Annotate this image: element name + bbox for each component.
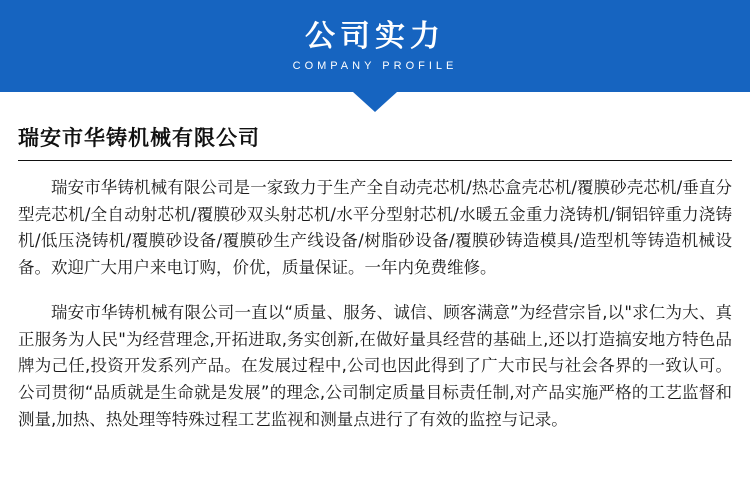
document-content [0, 92, 750, 433]
banner-subtitle: COMPANY PROFILE [292, 60, 458, 73]
title-divider [18, 160, 732, 161]
banner-text-block [0, 0, 750, 92]
header-banner [0, 0, 750, 92]
paragraph-1: 瑞安市华铸机械有限公司是一家致力于生产全自动壳芯机/热芯盒壳芯机/覆膜砂壳芯机/垂直分型壳芯机/全自动射芯机/覆膜砂双头射芯机/水平分型射芯机/水暖五金重力浇铸机/铜铝锌重力浇铸机/低压浇铸机/覆膜砂设备/覆膜砂生产线设备/树脂砂设备/覆膜砂铸造模具/造型机等铸造机械设备。欢迎广大用户来电订购，价优，质量保证。一年内免费维修。 [18, 178, 732, 278]
banner-title: 公司实力 [305, 18, 445, 54]
company-name: 瑞安市华铸机械有限公司 [18, 126, 260, 150]
paragraph-2: 瑞安市华铸机械有限公司一直以“质量、服务、诚信、顾客满意”为经营宗旨,以"求仁为大、真正服务为人民"为经营理念,开拓进取,务实创新,在做好量具经营的基础上,还以打造搞安地方特色品牌为己任,投资开发系列产品。在发展过程中,公司也因此得到了广大市民与社会各界的一致认可。公司贯彻“品质就是生命就是发展”的理念,公司制定质量目标责任制,对产品实施严格的工艺监督和测量,加热、热处理等特殊过程工艺监视和测量点进行了有效的监控与记录。 [18, 302, 732, 429]
